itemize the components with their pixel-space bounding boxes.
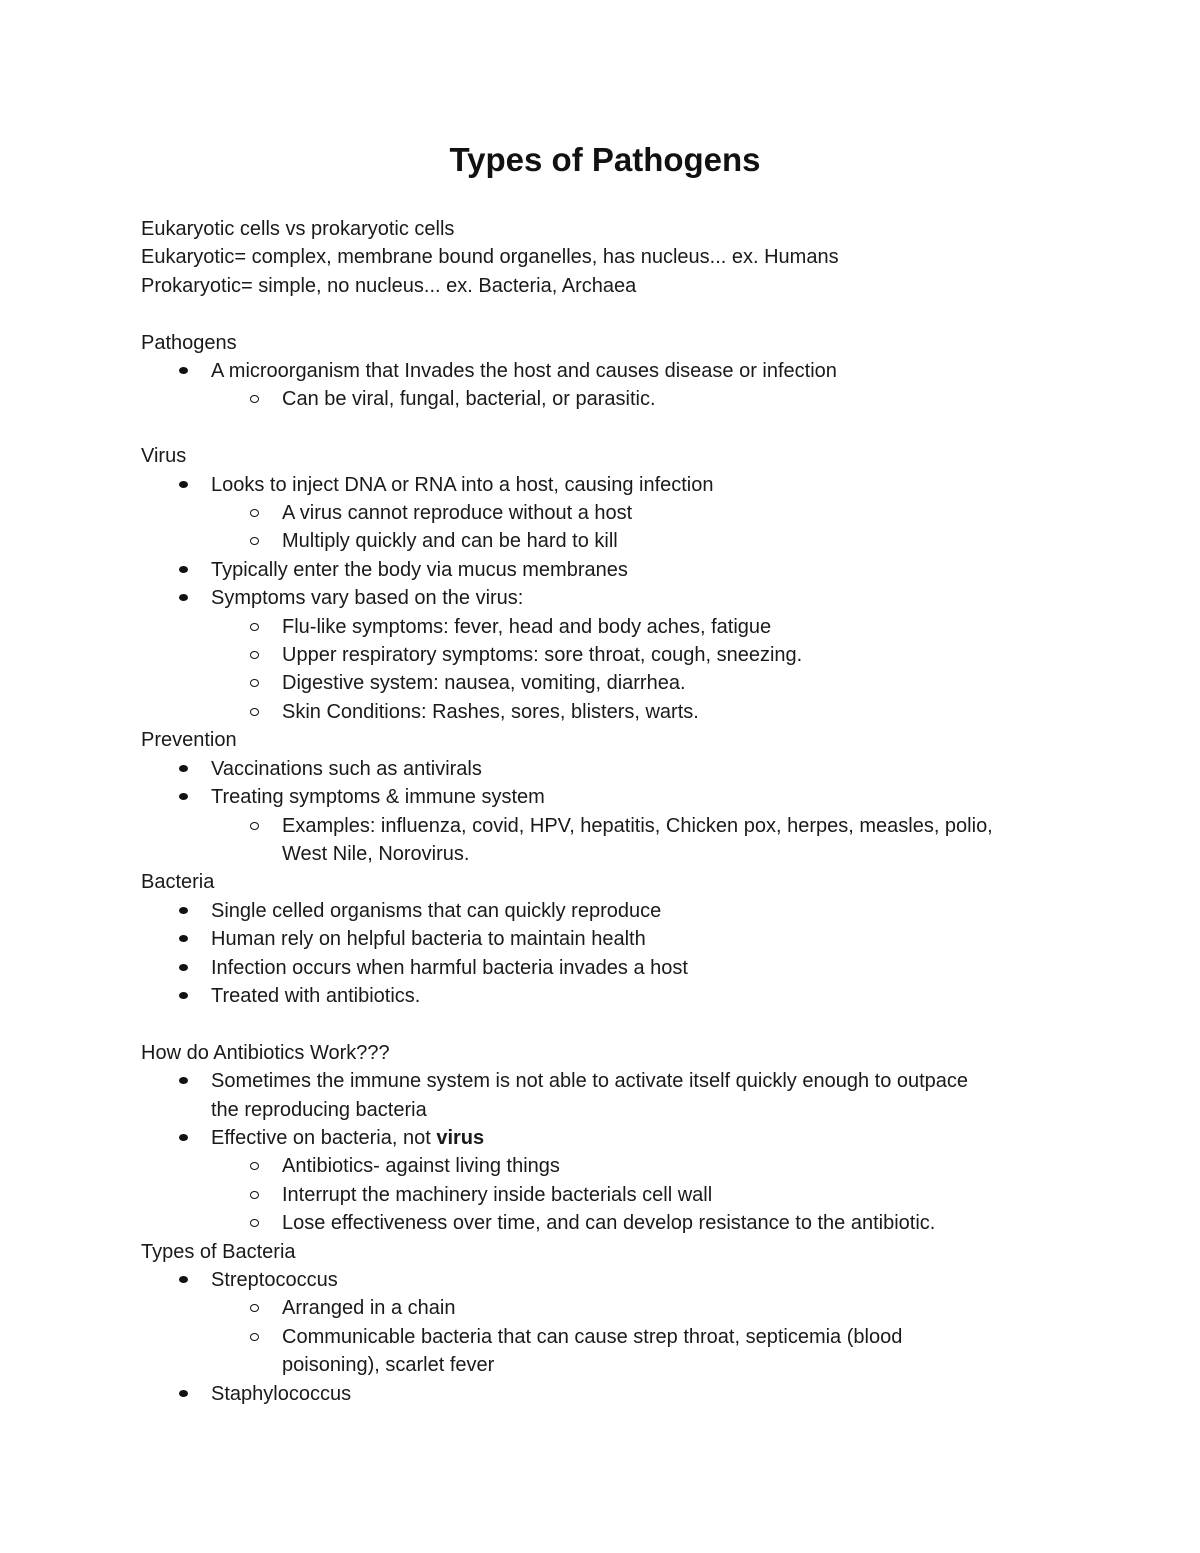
hollow-bullet-icon <box>250 1162 259 1170</box>
list-item <box>211 357 1061 414</box>
sub-bullet-list <box>211 613 1061 727</box>
sub-list-item-text: Flu-like symptoms: fever, head and body aches, fatigue <box>282 615 772 638</box>
sub-list-item <box>282 1209 1061 1237</box>
bullet-icon <box>179 1276 188 1283</box>
hollow-bullet-icon <box>250 651 259 659</box>
list-item-text-continued: the reproducing bacteria <box>211 1098 427 1121</box>
sub-list-item <box>282 1323 1061 1380</box>
sub-list-item-text: Interrupt the machinery inside bacterials cell wall <box>282 1183 713 1206</box>
bullet-icon <box>179 481 188 488</box>
sub-list-item <box>282 669 1061 697</box>
bullet-icon <box>179 1390 188 1397</box>
bullet-icon <box>179 1077 188 1084</box>
list-item <box>211 1124 1061 1238</box>
sub-bullet-list <box>211 1152 1061 1237</box>
hollow-bullet-icon <box>250 623 259 631</box>
list-item <box>211 584 1061 726</box>
bullet-icon <box>179 793 188 800</box>
sub-list-item-text-continued: West Nile, Norovirus. <box>282 842 470 865</box>
hollow-bullet-icon <box>250 708 259 716</box>
section-heading-prevention: Prevention <box>141 729 237 752</box>
sub-list-item <box>282 385 1061 413</box>
list-item <box>211 783 1061 868</box>
list-item-text: Looks to inject DNA or RNA into a host, causing infection <box>211 473 714 496</box>
sub-list-item <box>282 1294 1061 1322</box>
sub-list-item-text: Examples: influenza, covid, HPV, hepatitis, Chicken pox, herpes, measles, polio, <box>282 814 993 837</box>
list-item-text: Infection occurs when harmful bacteria invades a host <box>211 956 688 979</box>
sub-list-item-text-continued: poisoning), scarlet fever <box>282 1354 495 1377</box>
page-title: Types of Pathogens <box>449 141 761 178</box>
list-item-text: Treating symptoms & immune system <box>211 786 545 809</box>
sub-list-item <box>282 1152 1061 1180</box>
sub-list-item-text: Communicable bacteria that can cause strep throat, septicemia (blood <box>282 1325 903 1348</box>
section-heading-pathogens: Pathogens <box>141 331 237 354</box>
bullet-icon <box>179 765 188 772</box>
bullet-list <box>141 1266 1061 1408</box>
bullet-icon <box>179 1134 188 1141</box>
hollow-bullet-icon <box>250 1219 259 1227</box>
section-heading-antibiotics: How do Antibiotics Work??? <box>141 1041 390 1064</box>
sub-list-item-text: Can be viral, fungal, bacterial, or parasitic. <box>282 388 656 411</box>
list-item-text: Sometimes the immune system is not able to activate itself quickly enough to outpace <box>211 1070 969 1093</box>
sub-list-item-text: Skin Conditions: Rashes, sores, blisters, warts. <box>282 700 699 723</box>
sub-list-item <box>282 499 1061 527</box>
section-heading-virus: Virus <box>141 445 187 468</box>
list-item <box>211 982 1061 1010</box>
sub-list-item-text: Lose effectiveness over time, and can develop resistance to the antibiotic. <box>282 1212 936 1235</box>
sub-list-item-text: Digestive system: nausea, vomiting, diarrhea. <box>282 672 686 695</box>
bullet-icon <box>179 964 188 971</box>
blank-line <box>141 1010 1061 1038</box>
sub-list-item <box>282 641 1061 669</box>
bullet-icon <box>179 566 188 573</box>
list-item-text: Streptococcus <box>211 1268 338 1291</box>
section-heading-types-of-bacteria: Types of Bacteria <box>141 1240 296 1263</box>
list-item-text: Typically enter the body via mucus membranes <box>211 558 628 581</box>
bullet-list <box>141 471 1061 727</box>
sub-list-item-text: A virus cannot reproduce without a host <box>282 502 633 525</box>
intro-line: Prokaryotic= simple, no nucleus... ex. Bacteria, Archaea <box>141 274 637 297</box>
sub-list-item-text: Antibiotics- against living things <box>282 1155 560 1178</box>
intro-line: Eukaryotic= complex, membrane bound organelles, has nucleus... ex. Humans <box>141 246 839 269</box>
document-body <box>141 215 1061 1408</box>
sub-bullet-list <box>211 1294 1061 1379</box>
blank-line <box>141 300 1061 328</box>
bullet-list <box>141 1067 1061 1237</box>
sub-bullet-list <box>211 499 1061 556</box>
list-item <box>211 1266 1061 1380</box>
list-item <box>211 755 1061 783</box>
list-item-text: Human rely on helpful bacteria to maintain health <box>211 928 646 951</box>
list-item-text: Effective on bacteria, not <box>211 1126 437 1149</box>
hollow-bullet-icon <box>250 1333 259 1341</box>
list-item <box>211 1067 1061 1124</box>
hollow-bullet-icon <box>250 395 259 403</box>
bullet-list <box>141 755 1061 869</box>
list-item-text: Treated with antibiotics. <box>211 984 421 1007</box>
hollow-bullet-icon <box>250 537 259 545</box>
sub-list-item <box>282 527 1061 555</box>
list-item <box>211 925 1061 953</box>
bullet-icon <box>179 367 188 374</box>
sub-list-item <box>282 812 1061 869</box>
hollow-bullet-icon <box>250 1191 259 1199</box>
sub-list-item <box>282 698 1061 726</box>
list-item-text: Single celled organisms that can quickly reproduce <box>211 899 662 922</box>
sub-bullet-list <box>211 812 1061 869</box>
sub-bullet-list <box>211 385 1061 413</box>
sub-list-item-text: Arranged in a chain <box>282 1297 456 1320</box>
list-item <box>211 954 1061 982</box>
list-item <box>211 1380 1061 1408</box>
hollow-bullet-icon <box>250 822 259 830</box>
bullet-icon <box>179 992 188 999</box>
intro-line: Eukaryotic cells vs prokaryotic cells <box>141 218 455 240</box>
sub-list-item-text: Multiply quickly and can be hard to kill <box>282 530 618 553</box>
list-item-text: A microorganism that Invades the host and causes disease or infection <box>211 360 837 383</box>
sub-list-item <box>282 1181 1061 1209</box>
sub-list-item <box>282 613 1061 641</box>
bullet-icon <box>179 935 188 942</box>
sub-list-item-text: Upper respiratory symptoms: sore throat, cough, sneezing. <box>282 644 803 667</box>
list-item <box>211 897 1061 925</box>
section-heading-bacteria: Bacteria <box>141 871 215 894</box>
bullet-icon <box>179 907 188 914</box>
hollow-bullet-icon <box>250 509 259 517</box>
bullet-icon <box>179 594 188 601</box>
list-item-text: Symptoms vary based on the virus: <box>211 587 524 610</box>
list-item-text: Vaccinations such as antivirals <box>211 757 482 780</box>
blank-line <box>141 414 1061 442</box>
list-item <box>211 471 1061 556</box>
bold-text: virus <box>436 1126 485 1149</box>
list-item-text: Staphylococcus <box>211 1382 352 1405</box>
hollow-bullet-icon <box>250 679 259 687</box>
bullet-list <box>141 357 1061 414</box>
hollow-bullet-icon <box>250 1304 259 1312</box>
bullet-list <box>141 897 1061 1011</box>
list-item <box>211 556 1061 584</box>
